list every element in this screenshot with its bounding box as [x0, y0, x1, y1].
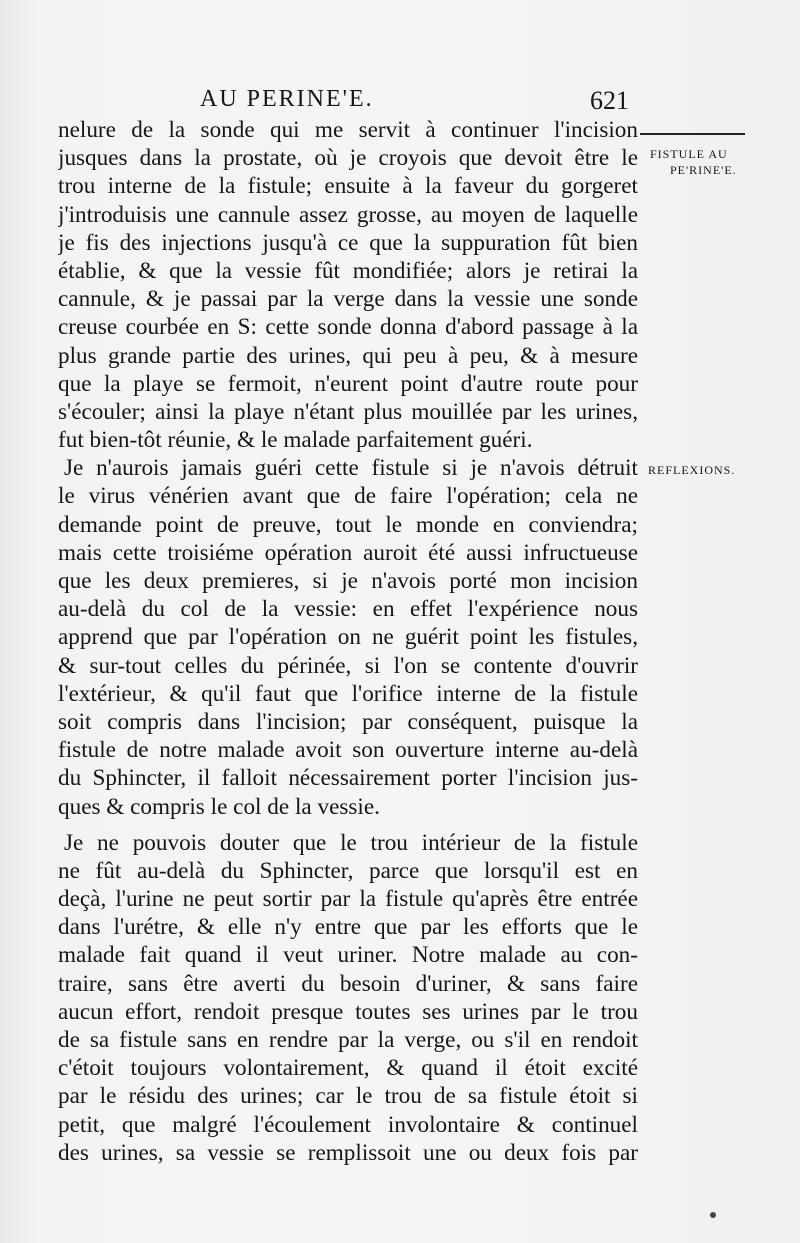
text-line: fistule de notre malade avoit son ouverture interne au-delà	[58, 737, 638, 764]
text-line: ques & compris le col de la vessie.	[58, 793, 380, 820]
text-line: Je n'aurois jamais guéri cette fistule si je n'avois détruit	[64, 455, 638, 482]
sidenote-reflexions: REFLEXIONS.	[648, 463, 736, 477]
text-line: apprend que par l'opération on ne guérit point les fistules,	[58, 624, 638, 651]
text-line: demande point de preuve, tout le monde en conviendra;	[58, 511, 638, 538]
sidenote-fistule-line-1: FISTULE AU	[650, 147, 728, 161]
text-line: Je ne pouvois douter que le trou intérieur de la fistule	[64, 829, 638, 856]
text-line: des urines, sa vessie se remplissoit une ou deux fois par	[58, 1139, 638, 1166]
paragraph-2	[58, 454, 638, 820]
text-line: le virus vénérien avant que de faire l'opération; cela ne	[58, 483, 638, 510]
text-line: au-delà du col de la vessie: en effet l'expérience nous	[58, 596, 638, 623]
text-line: j'introduisis une cannule assez grosse, au moyen de laquelle	[58, 201, 638, 228]
text-line: du Sphincter, il falloit nécessairement porter l'incision jus-	[58, 765, 638, 792]
text-line: & sur-tout celles du périnée, si l'on se contente d'ouvrir	[58, 652, 638, 679]
text-line: jusques dans la prostate, où je croyois que devoit être le	[58, 145, 638, 172]
text-line: ne fût au-delà du Sphincter, parce que lorsqu'il est en	[58, 857, 638, 884]
text-line: fut bien-tôt réunie, & le malade parfaitement guéri.	[58, 427, 533, 454]
text-line: c'étoit toujours volontairement, & quand il étoit excité	[58, 1055, 638, 1082]
text-line: établie, & que la vessie fût mondifiée; alors je retirai la	[58, 257, 638, 284]
text-line: petit, que malgré l'écoulement involontaire & continuel	[58, 1111, 638, 1138]
text-line: aucun effort, rendoit presque toutes ses urines par le trou	[58, 998, 638, 1025]
paragraph-1	[58, 116, 638, 454]
text-line: mais cette troisiéme opération auroit été aussi infructueuse	[58, 539, 638, 566]
text-line: plus grande partie des urines, qui peu à peu, & à mesure	[58, 342, 638, 369]
page-number: 621	[590, 86, 629, 115]
body-text	[58, 116, 638, 1167]
text-line: deçà, l'urine ne peut sortir par la fistule qu'après être entrée	[58, 886, 638, 913]
text-line: nelure de la sonde qui me servit à continuer l'incision	[58, 117, 638, 143]
text-line: malade fait quand il veut uriner. Notre malade au con-	[58, 942, 638, 969]
text-line: l'extérieur, & qu'il faut que l'orifice interne de la fistule	[58, 680, 638, 707]
text-line: creuse courbée en S: cette sonde donna d'abord passage à la	[58, 314, 638, 341]
text-line: trou interne de la fistule; ensuite à la faveur du gorgeret	[58, 173, 638, 200]
text-line: de sa fistule sans en rendre par la verge, ou s'il en rendoit	[58, 1027, 638, 1053]
text-line: traire, sans être averti du besoin d'uriner, & sans faire	[58, 970, 638, 997]
text-line: que les deux premieres, si je n'avois porté mon incision	[58, 568, 638, 594]
running-title: AU PERINE'E.	[200, 86, 374, 112]
text-line: dans l'urétre, & elle n'y entre que par les efforts que le	[58, 914, 638, 941]
paragraph-3	[58, 829, 638, 1167]
text-line: que la playe se fermoit, n'eurent point d'autre route pour	[58, 370, 638, 397]
ink-speck	[710, 1212, 716, 1218]
text-line: cannule, & je passai par la verge dans la vessie une sonde	[58, 286, 638, 313]
sidenote-fistule	[650, 146, 760, 178]
text-line: je fis des injections jusqu'à ce que la suppuration fût bien	[58, 229, 638, 256]
text-line: par le résidu des urines; car le trou de sa fistule étoit si	[58, 1083, 638, 1110]
text-line: soit compris dans l'incision; par conséquent, puisque la	[58, 708, 638, 735]
sidenote-fistule-line-2: PE'RINE'E.	[670, 163, 737, 177]
text-line: s'écouler; ainsi la playe n'étant plus mouillée par les urines,	[58, 398, 638, 425]
margin-rule	[640, 133, 745, 135]
